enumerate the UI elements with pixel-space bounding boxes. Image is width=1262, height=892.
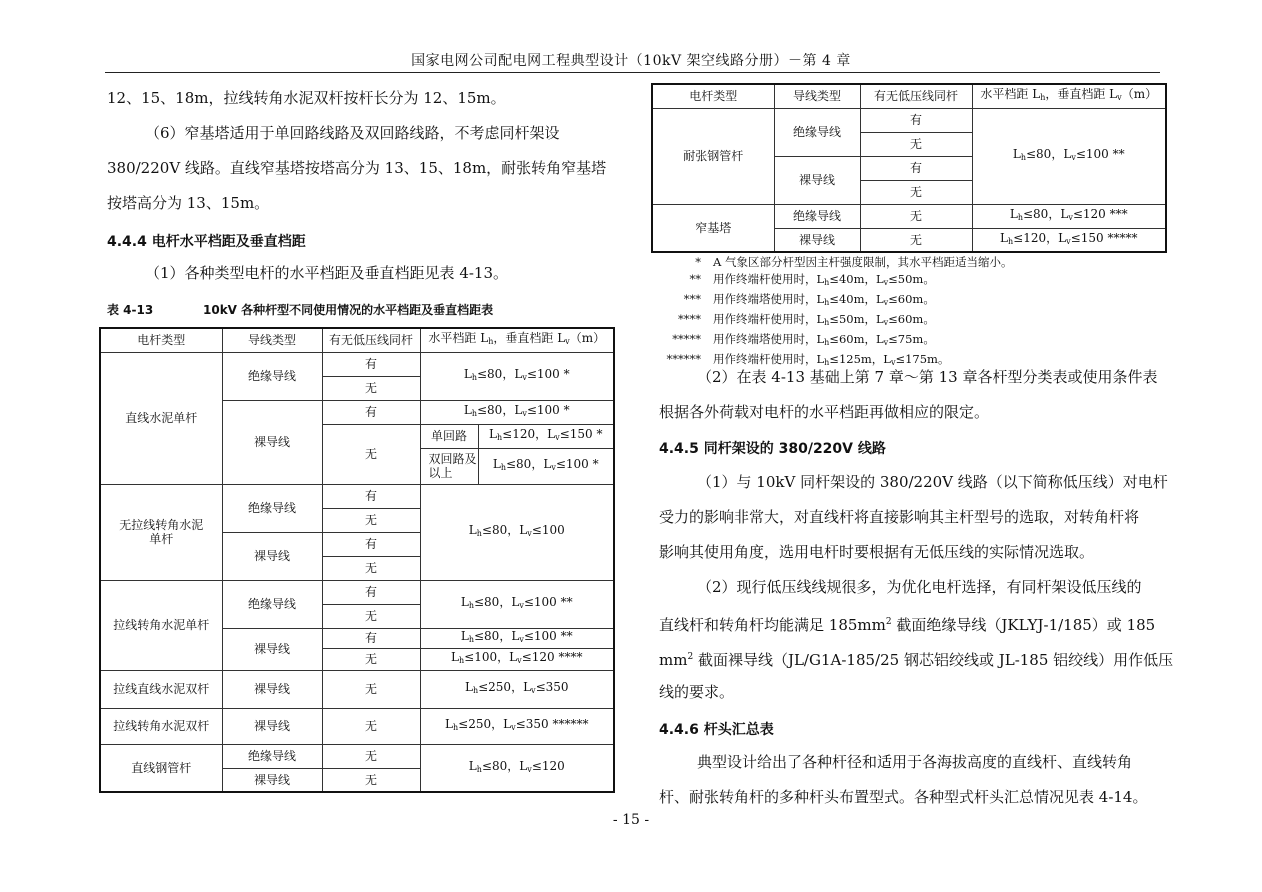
note-line: ** 用作终端杆使用时，$L_h\le 40m$，$L_v\le 50m$。 — [689, 272, 935, 287]
conductor-cell: 绝缘导线 — [222, 580, 322, 628]
table-notes — [651, 254, 1012, 371]
span-value: $L_h\le 80$，$L_v\le 100$ ** — [420, 628, 614, 648]
span-value: $L_h\le 80$，$L_v\le 100$ * — [478, 448, 614, 484]
conductor-cell: 裸导线 — [222, 532, 322, 580]
circuit-cell: 双回路及以上 — [420, 448, 478, 484]
conductor-cell: 裸导线 — [222, 400, 322, 484]
paragraph-line: （2）在表 4-13 基础上第 7 章～第 13 章各杆型分类表或使用条件表 — [697, 368, 1158, 386]
pole-type-cell: 窄基塔 — [652, 204, 774, 252]
table-row — [100, 352, 614, 376]
span-value: $L_h\le 80$，$L_v\le 100$ ** — [420, 580, 614, 628]
col-header-pole-type: 电杆类型 — [652, 84, 774, 108]
paragraph-line: （2）现行低压线线规很多，为优化电杆选择，有同杆架设低压线的 — [697, 578, 1142, 596]
note-line: ****** 用作终端杆使用时，$L_h\le 125m$，$L_v\le 175m$。 — [666, 352, 950, 367]
paragraph-line: （1）各种类型电杆的水平档距及垂直档距见表 4-13。 — [145, 264, 509, 282]
table-row — [100, 744, 614, 768]
span-value: $L_h\le 250$，$L_v\le 350$ — [420, 670, 614, 708]
pole-type-cell: 耐张钢管杆 — [652, 108, 774, 204]
low-voltage-cell: 无 — [322, 670, 420, 708]
paragraph-line: 受力的影响非常大，对直线杆将直接影响其主杆型号的选取，对转角杆将 — [659, 508, 1140, 526]
note-line: *** 用作终端塔使用时，$L_h\le 40m$，$L_v\le 60m$。 — [683, 292, 935, 307]
low-voltage-cell: 无 — [322, 708, 420, 744]
paragraph-line: $mm^2$ 截面裸导线（JL/G1A-185/25 钢芯铝绞线或 JL-185 铝绞线）用作低压 — [659, 651, 1174, 669]
col-header-conductor-type: 导线类型 — [222, 328, 322, 352]
page-number: - 15 - — [612, 812, 650, 828]
table-row — [652, 204, 1166, 228]
section-heading-4-4-5: 4.4.5 同杆架设的 380/220V 线路 — [659, 441, 886, 457]
note-line: ***** 用作终端塔使用时，$L_h\le 60m$，$L_v\le 75m$。 — [672, 332, 935, 347]
low-voltage-cell: 无 — [322, 768, 420, 792]
span-value: $L_h\le 80$，$L_v\le 100$ — [420, 484, 614, 580]
paragraph-line: （1）与 10kV 同杆架设的 380/220V 线路（以下简称低压线）对电杆 — [697, 473, 1168, 491]
low-voltage-cell: 无 — [860, 180, 972, 204]
table-row — [100, 580, 614, 604]
circuit-cell: 单回路 — [420, 424, 478, 448]
low-voltage-cell: 无 — [860, 132, 972, 156]
span-value: $L_h\le 80$，$L_v\le 120$ — [420, 744, 614, 792]
col-header-pole-type: 电杆类型 — [100, 328, 222, 352]
header-rule — [105, 72, 1160, 73]
span-value: $L_h\le 120$，$L_v\le 150$ * — [478, 424, 614, 448]
col-header-low-voltage: 有无低压线同杆 — [322, 328, 420, 352]
conductor-cell: 绝缘导线 — [222, 744, 322, 768]
low-voltage-cell: 有 — [322, 628, 420, 648]
table-header-row — [652, 84, 1166, 108]
table-row — [100, 708, 614, 744]
section-heading-4-4-6: 4.4.6 杆头汇总表 — [659, 722, 774, 738]
table-header-row — [100, 328, 614, 352]
pole-type-cell: 直线钢管杆 — [100, 744, 222, 792]
conductor-cell: 裸导线 — [774, 156, 860, 204]
conductor-cell: 裸导线 — [222, 768, 322, 792]
pole-type-cell: 拉线转角水泥双杆 — [100, 708, 222, 744]
paragraph-line: 根据各外荷载对电杆的水平档距再做相应的限定。 — [659, 403, 990, 421]
conductor-cell: 绝缘导线 — [222, 352, 322, 400]
section-heading-4-4-4: 4.4.4 电杆水平档距及垂直档距 — [107, 234, 306, 250]
span-value: $L_h\le 80$，$L_v\le 100$ * — [420, 352, 614, 400]
col-header-low-voltage: 有无低压线同杆 — [860, 84, 972, 108]
span-table-4-13-continued — [651, 83, 1167, 253]
paragraph-line: 直线杆和转角杆均能满足 $185mm^2$ 截面绝缘导线（JKLYJ-1/185）或 185 — [659, 616, 1156, 634]
conductor-cell: 裸导线 — [774, 228, 860, 252]
paragraph-line: 按塔高分为 13、15m。 — [107, 194, 270, 212]
note-line: * A 气象区部分杆型因主杆强度限制，其水平档距适当缩小。 — [695, 255, 1013, 269]
pole-type-cell: 无拉线转角水泥单杆 — [100, 484, 222, 580]
low-voltage-cell: 无 — [860, 228, 972, 252]
low-voltage-cell: 有 — [860, 108, 972, 132]
col-header-conductor-type: 导线类型 — [774, 84, 860, 108]
span-table-4-13 — [99, 327, 615, 793]
span-value: $L_h\le 80$，$L_v\le 100$ * — [420, 400, 614, 424]
table-row — [652, 108, 1166, 132]
paragraph-line: 380/220V 线路。直线窄基塔按塔高分为 13、15、18m，耐张转角窄基塔 — [107, 159, 607, 177]
page-header: 国家电网公司配电网工程典型设计（10kV 架空线路分册）－第 4 章 — [411, 53, 851, 69]
low-voltage-cell: 无 — [322, 648, 420, 670]
table-caption-number: 表 4-13 — [107, 303, 154, 317]
table-caption-title: 10kV 各种杆型不同使用情况的水平档距及垂直档距表 — [203, 303, 494, 317]
conductor-cell: 绝缘导线 — [222, 484, 322, 532]
paragraph-line: （6）窄基塔适用于单回路线路及双回路线路，不考虑同杆架设 — [145, 124, 560, 142]
table-row — [100, 484, 614, 508]
note-line: **** 用作终端杆使用时，$L_h\le 50m$，$L_v\le 60m$。 — [678, 312, 935, 327]
pole-type-cell: 直线水泥单杆 — [100, 352, 222, 484]
conductor-cell: 绝缘导线 — [774, 204, 860, 228]
span-value: $L_h\le 80$，$L_v\le 120$ *** — [972, 204, 1166, 228]
col-header-span: 水平档距 $L_h$，垂直档距 $L_v(m)$ — [420, 328, 614, 352]
low-voltage-cell: 有 — [322, 400, 420, 424]
span-value: $L_h\le 120$，$L_v\le 150$ ***** — [972, 228, 1166, 252]
conductor-cell: 绝缘导线 — [774, 108, 860, 156]
low-voltage-cell: 有 — [322, 484, 420, 508]
conductor-cell: 裸导线 — [222, 670, 322, 708]
low-voltage-cell: 无 — [860, 204, 972, 228]
low-voltage-cell: 无 — [322, 604, 420, 628]
conductor-cell: 裸导线 — [222, 628, 322, 670]
low-voltage-cell: 有 — [860, 156, 972, 180]
conductor-cell: 裸导线 — [222, 708, 322, 744]
low-voltage-cell: 无 — [322, 508, 420, 532]
paragraph-line: 12、15、18m，拉线转角水泥双杆按杆长分为 12、15m。 — [107, 89, 506, 107]
paragraph-line: 影响其使用角度，选用电杆时要根据有无低压线的实际情况选取。 — [659, 543, 1095, 561]
low-voltage-cell: 无 — [322, 424, 420, 484]
paragraph-line: 杆、耐张转角杆的多种杆头布置型式。各种型式杆头汇总情况见表 4-14。 — [659, 788, 1148, 806]
low-voltage-cell: 无 — [322, 376, 420, 400]
paragraph-line: 线的要求。 — [659, 683, 735, 701]
low-voltage-cell: 无 — [322, 556, 420, 580]
low-voltage-cell: 有 — [322, 532, 420, 556]
low-voltage-cell: 有 — [322, 580, 420, 604]
pole-type-cell: 拉线直线水泥双杆 — [100, 670, 222, 708]
pole-type-cell: 拉线转角水泥单杆 — [100, 580, 222, 670]
col-header-span: 水平档距 $L_h$，垂直档距 $L_v(m)$ — [972, 84, 1166, 108]
span-value: $L_h\le 100$，$L_v\le 120$ **** — [420, 648, 614, 670]
low-voltage-cell: 无 — [322, 744, 420, 768]
span-value: $L_h\le 80$，$L_v\le 100$ ** — [972, 108, 1166, 204]
table-row — [100, 670, 614, 708]
span-value: $L_h\le 250$，$L_v\le 350$ ****** — [420, 708, 614, 744]
low-voltage-cell: 有 — [322, 352, 420, 376]
paragraph-line: 典型设计给出了各种杆径和适用于各海拔高度的直线杆、直线转角 — [697, 753, 1133, 771]
